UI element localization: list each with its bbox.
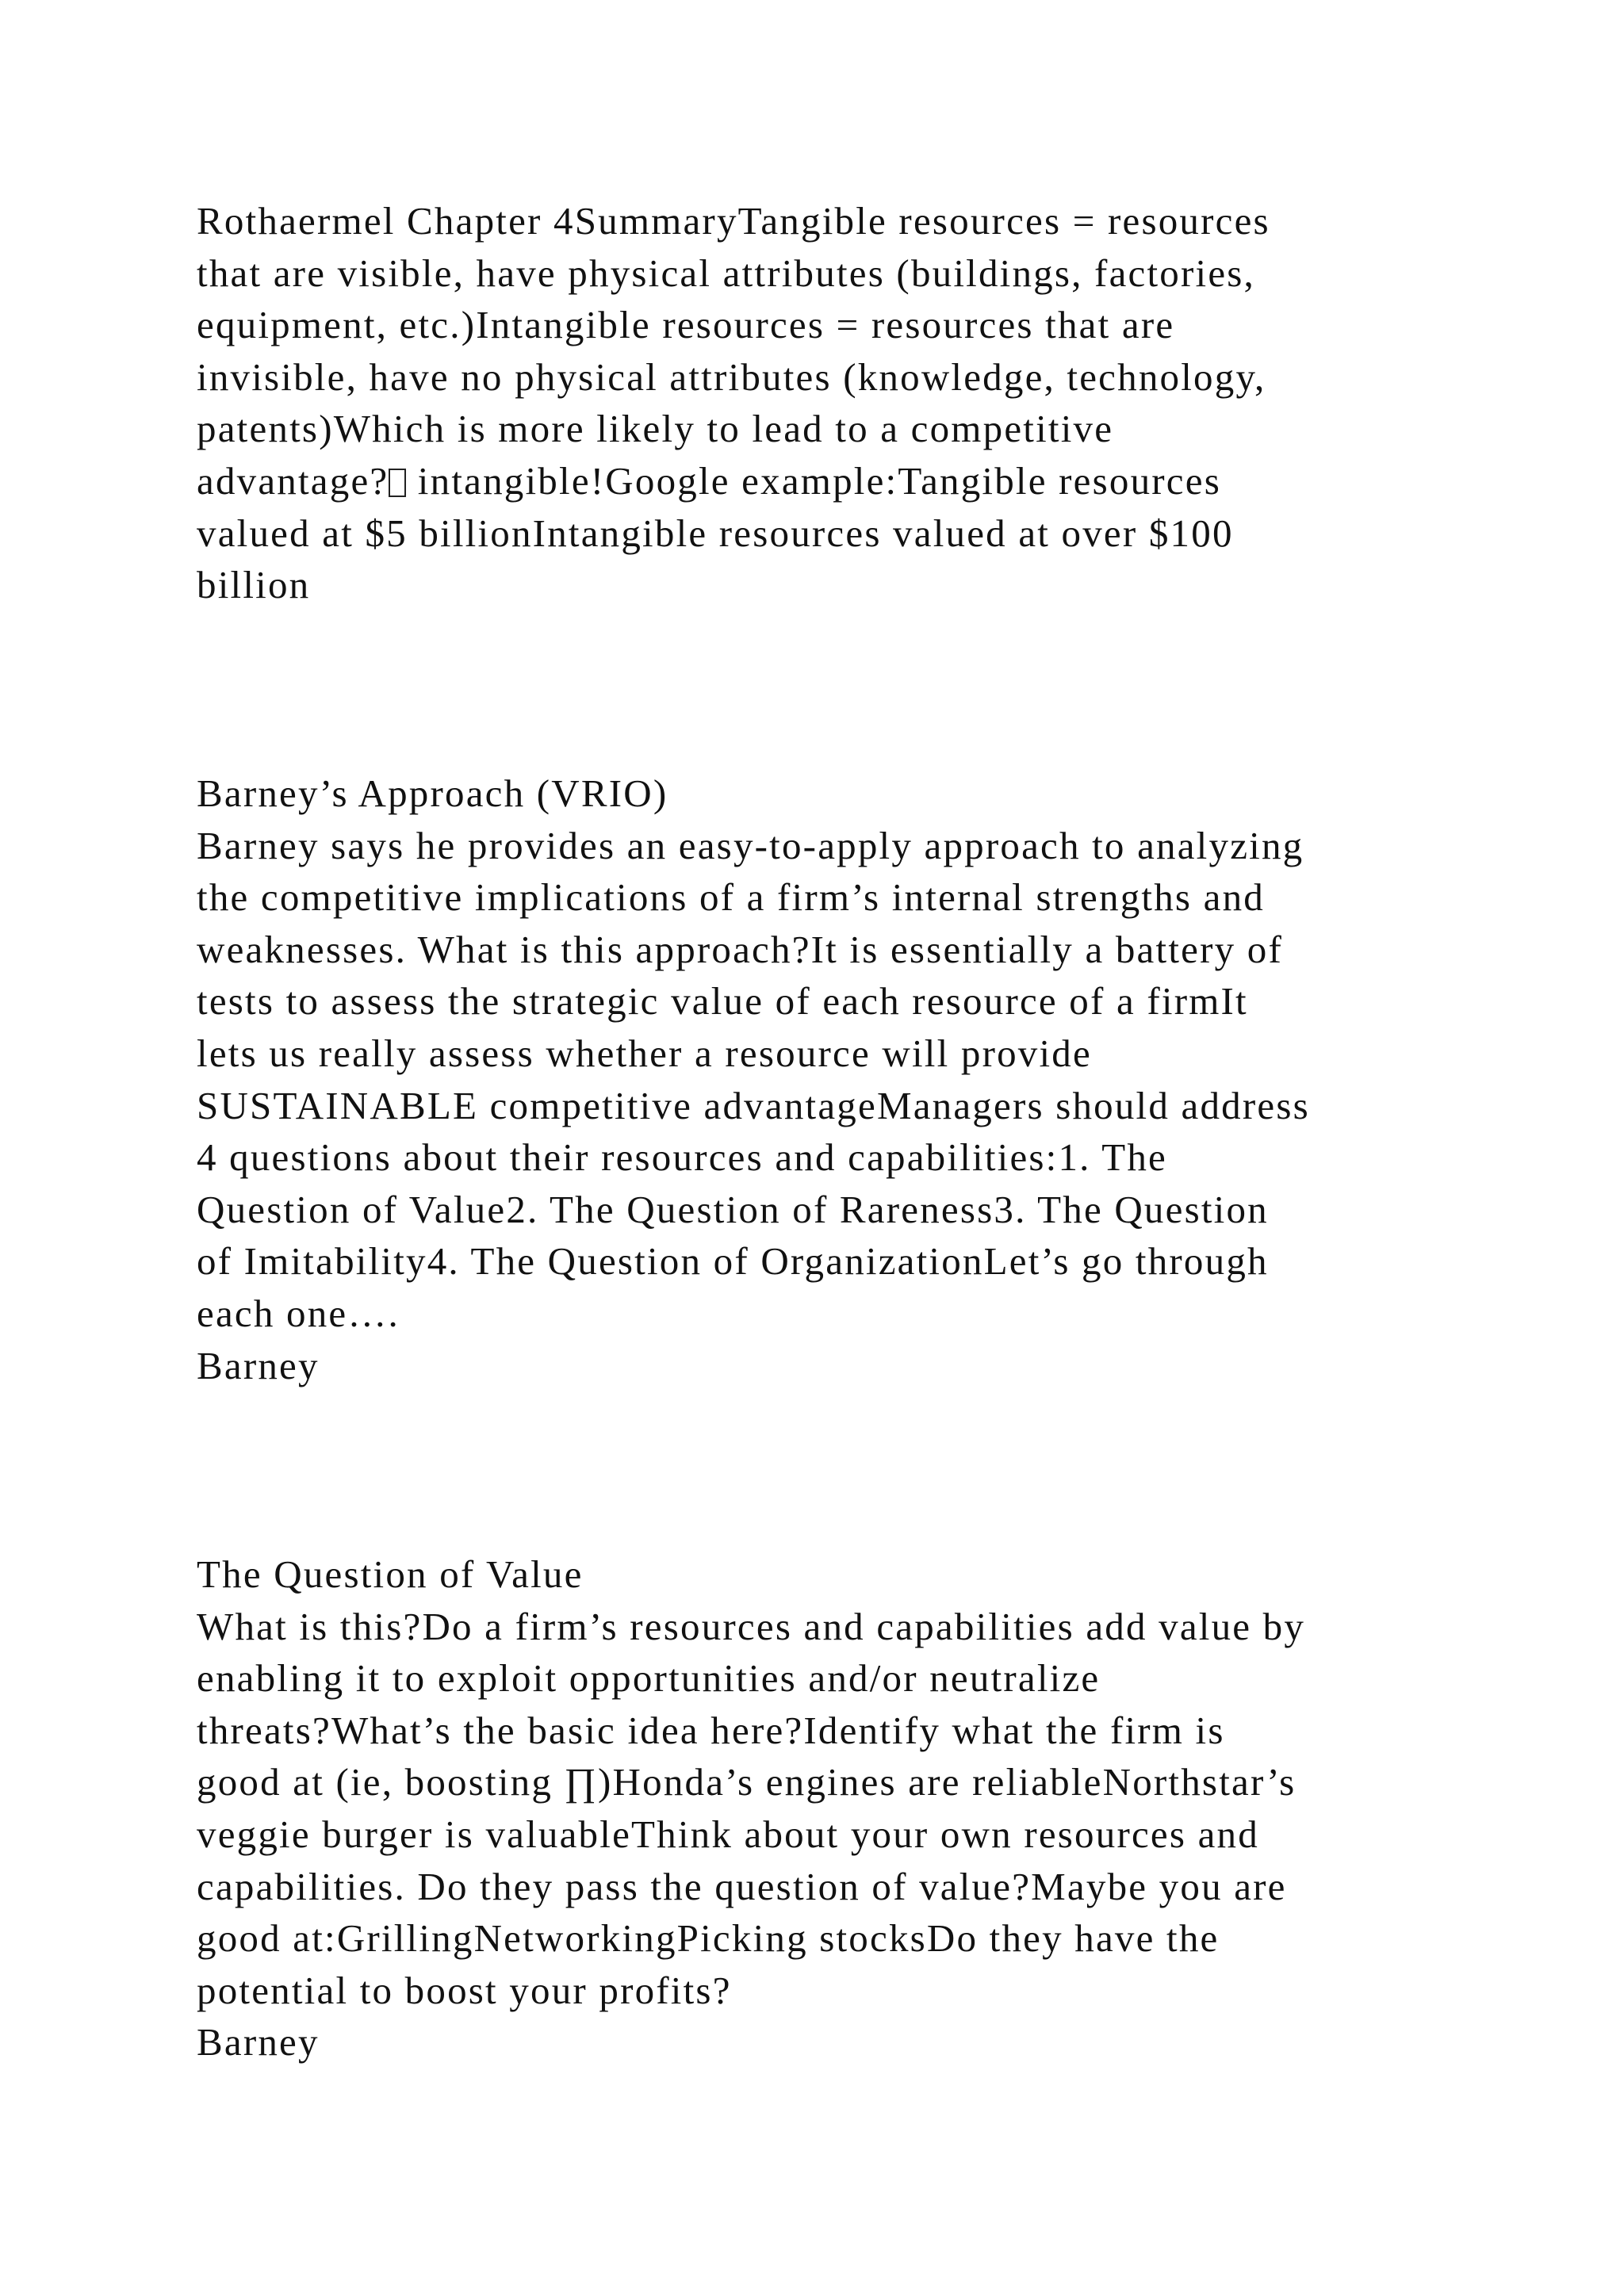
- text-line: What is this?Do a firm’s resources and capabilities add value by: [197, 1604, 1306, 1648]
- text-line: billion: [197, 563, 311, 607]
- text-line: invisible, have no physical attributes (knowledge, technology,: [197, 354, 1266, 399]
- text-line: that are visible, have physical attributes (buildings, factories,: [197, 251, 1255, 295]
- text-line: tests to assess the strategic value of each resource of a firmIt: [197, 979, 1248, 1024]
- text-line: enabling it to exploit opportunities and/or neutralize: [197, 1656, 1101, 1701]
- text-line: threats?What’s the basic idea here?Identify what the firm is: [197, 1708, 1225, 1752]
- text-line: weaknesses. What is this approach?It is essentially a battery of: [197, 927, 1283, 971]
- section-heading: The Question of Value: [197, 1552, 584, 1596]
- source-label: Barney: [197, 1343, 320, 1387]
- section-heading: Barney’s Approach (VRIO): [197, 771, 668, 815]
- text-line: the competitive implications of a firm’s internal strengths and: [197, 875, 1265, 920]
- text-line: SUSTAINABLE competitive advantageManagers should address: [197, 1083, 1310, 1127]
- text-line: Rothaermel Chapter 4SummaryTangible resources = resources: [197, 199, 1270, 243]
- text-line: each one….: [197, 1291, 400, 1335]
- question-of-value-section: [197, 1548, 1434, 2068]
- vrio-approach-section: [197, 767, 1434, 1391]
- text-line: of Imitability4. The Question of OrganizationLet’s go through: [197, 1239, 1269, 1284]
- text-line: potential to boost your profits?: [197, 1968, 732, 2012]
- text-line: capabilities. Do they pass the question of value?Maybe you are: [197, 1864, 1287, 1908]
- text-line: equipment, etc.)Intangible resources = resources that are: [197, 303, 1175, 347]
- text-line: lets us really assess whether a resource will provide: [197, 1031, 1092, 1075]
- text-line: advantage?: [197, 458, 389, 503]
- text-line: veggie burger is valuableThink about your own resources and: [197, 1812, 1259, 1856]
- text-line: good at (ie, boosting ∏)Honda’s engines are reliableNorthstar’s: [197, 1760, 1297, 1804]
- source-label: Barney: [197, 2020, 320, 2064]
- text-line: 4 questions about their resources and capabilities:1. The: [197, 1135, 1167, 1180]
- text-line: Question of Value2. The Question of Rareness3. The Question: [197, 1187, 1269, 1231]
- missing-glyph-icon: [389, 469, 406, 497]
- text-line: good at:GrillingNetworkingPicking stocksDo they have the: [197, 1916, 1220, 1961]
- text-line: patents)Which is more likely to lead to a competitive: [197, 407, 1114, 451]
- text-line: intangible!Google example:Tangible resources: [406, 458, 1221, 503]
- text-line: Barney says he provides an easy-to-apply approach to analyzing: [197, 823, 1304, 867]
- text-line: valued at $5 billionIntangible resources valued at over $100: [197, 511, 1234, 555]
- summary-section: [197, 195, 1434, 611]
